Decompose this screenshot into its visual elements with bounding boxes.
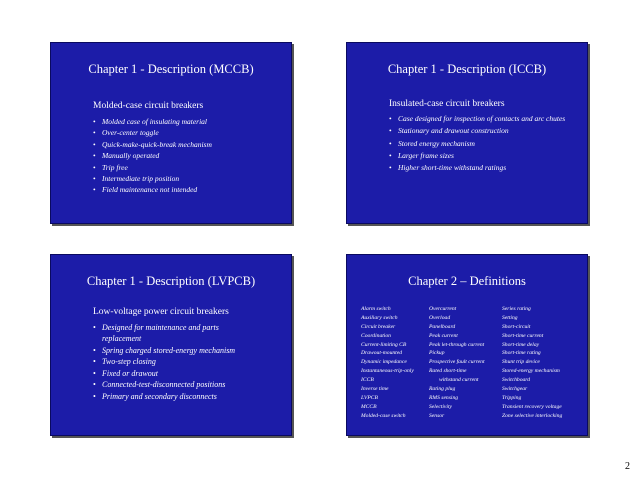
- bullet-item: • Two-step closing: [93, 357, 156, 367]
- slide-lvpcb: [50, 254, 292, 436]
- slide-definitions: [346, 254, 588, 436]
- bullet-item: • Field maintenance not intended: [93, 185, 198, 195]
- bullet-item: • Higher short-time withstand ratings: [389, 163, 507, 173]
- definition-term: Overcurrent: [429, 306, 457, 312]
- bullet-item: • Intermediate trip position: [93, 173, 180, 183]
- definition-term: Alarm switch: [361, 306, 391, 312]
- bullet-item: • Fixed or drawout: [93, 368, 158, 378]
- definition-term: Panelboard: [429, 323, 456, 330]
- definition-term: Series rating: [502, 306, 531, 312]
- bullet-item: • Connected-test-disconnected positions: [93, 380, 226, 390]
- bullet-item: • Stored energy mechanism: [389, 138, 475, 148]
- definitions-column: [429, 305, 502, 421]
- slide-heading: Low-voltage power circuit breakers: [93, 307, 229, 317]
- slide-title: Chapter 2 – Definitions: [408, 274, 526, 288]
- bullet-item: • Designed for maintenance and parts replacement: [93, 323, 219, 343]
- definitions-column: [502, 305, 572, 421]
- definition-term: withstand current: [439, 377, 479, 384]
- bullet-item: • Manually operated: [93, 151, 160, 161]
- bullet-item: • Case designed for inspection of contacts and arc chutes: [389, 114, 566, 123]
- definition-term: ICCB: [361, 377, 374, 384]
- definition-term: Peak let-through current: [429, 341, 485, 348]
- page-number: 2: [625, 461, 630, 472]
- slide-title: Chapter 1 - Description (LVPCB): [86, 274, 256, 288]
- definition-term: Overload: [429, 314, 451, 321]
- definition-term: Switchgear: [502, 386, 528, 393]
- definition-term: Shunt trip device: [502, 359, 540, 366]
- bullet-list: [389, 113, 579, 174]
- bullet-item: • Stationary and drawout construction: [389, 126, 509, 136]
- definition-term: Short-time delay: [502, 341, 540, 348]
- slide-mccb: [50, 42, 292, 224]
- slide-title: Chapter 1 - Description (ICCB): [387, 62, 547, 76]
- definition-term: LVPCB: [361, 394, 378, 401]
- slide-heading: Insulated-case circuit breakers: [389, 99, 505, 109]
- bullet-item: • Molded case of insulating material: [93, 117, 207, 126]
- definition-term: Dynamic impedance: [361, 359, 407, 366]
- bullet-item: • Larger frame sizes: [389, 150, 454, 160]
- definition-term: Drawout-mounted: [361, 350, 403, 357]
- definition-term: MCCB: [361, 403, 377, 410]
- definition-term: Auxiliary switch: [361, 314, 398, 321]
- definition-term: Zone selective interlocking: [502, 412, 563, 419]
- definition-term: Instantaneous-trip-only: [361, 368, 414, 375]
- bullet-list: [93, 116, 283, 196]
- definition-term: Short-circuit: [502, 323, 531, 330]
- bullet-item: • Trip free: [93, 162, 128, 172]
- definition-term: Coordination: [361, 332, 391, 339]
- definition-term: Current-limiting CB: [361, 341, 407, 348]
- definition-term: Molded-case switch: [361, 412, 406, 419]
- definition-term: Peak current: [429, 332, 458, 339]
- definition-term: Switchboard: [502, 377, 531, 384]
- definition-term: Stored-energy mechanism: [502, 368, 560, 375]
- definition-term: Sensor: [429, 412, 445, 419]
- definitions-table: [361, 305, 572, 421]
- bullet-item: • Primary and secondary disconnects: [93, 391, 217, 401]
- definition-term: Rated short-time: [429, 368, 467, 375]
- bullet-item: • Spring charged stored-energy mechanism: [93, 345, 236, 355]
- definition-term: Rating plug: [429, 386, 456, 393]
- definition-term: Inverse time: [361, 386, 389, 393]
- definition-term: Short-time rating: [502, 350, 541, 357]
- definition-term: Tripping: [502, 394, 522, 401]
- slide-heading: Molded-case circuit breakers: [93, 101, 204, 111]
- slide-title: Chapter 1 - Description (MCCB): [88, 62, 254, 76]
- bullet-list: [93, 322, 283, 403]
- definition-term: Transient recovery voltage: [502, 403, 562, 410]
- definition-term: Pickup: [429, 350, 445, 357]
- definition-term: Short-time current: [502, 332, 544, 339]
- bullet-item: • Over-center toggle: [93, 128, 159, 138]
- definition-term: Selectivity: [429, 403, 452, 410]
- definition-term: RMS sensing: [429, 394, 459, 401]
- definition-term: Setting: [502, 314, 518, 321]
- definition-term: Prospective fault current: [429, 359, 485, 366]
- definition-term: Circuit breaker: [361, 323, 396, 330]
- bullet-item: • Quick-make-quick-break mechanism: [93, 139, 212, 149]
- definitions-column: [361, 305, 429, 421]
- slide-iccb: [346, 42, 588, 224]
